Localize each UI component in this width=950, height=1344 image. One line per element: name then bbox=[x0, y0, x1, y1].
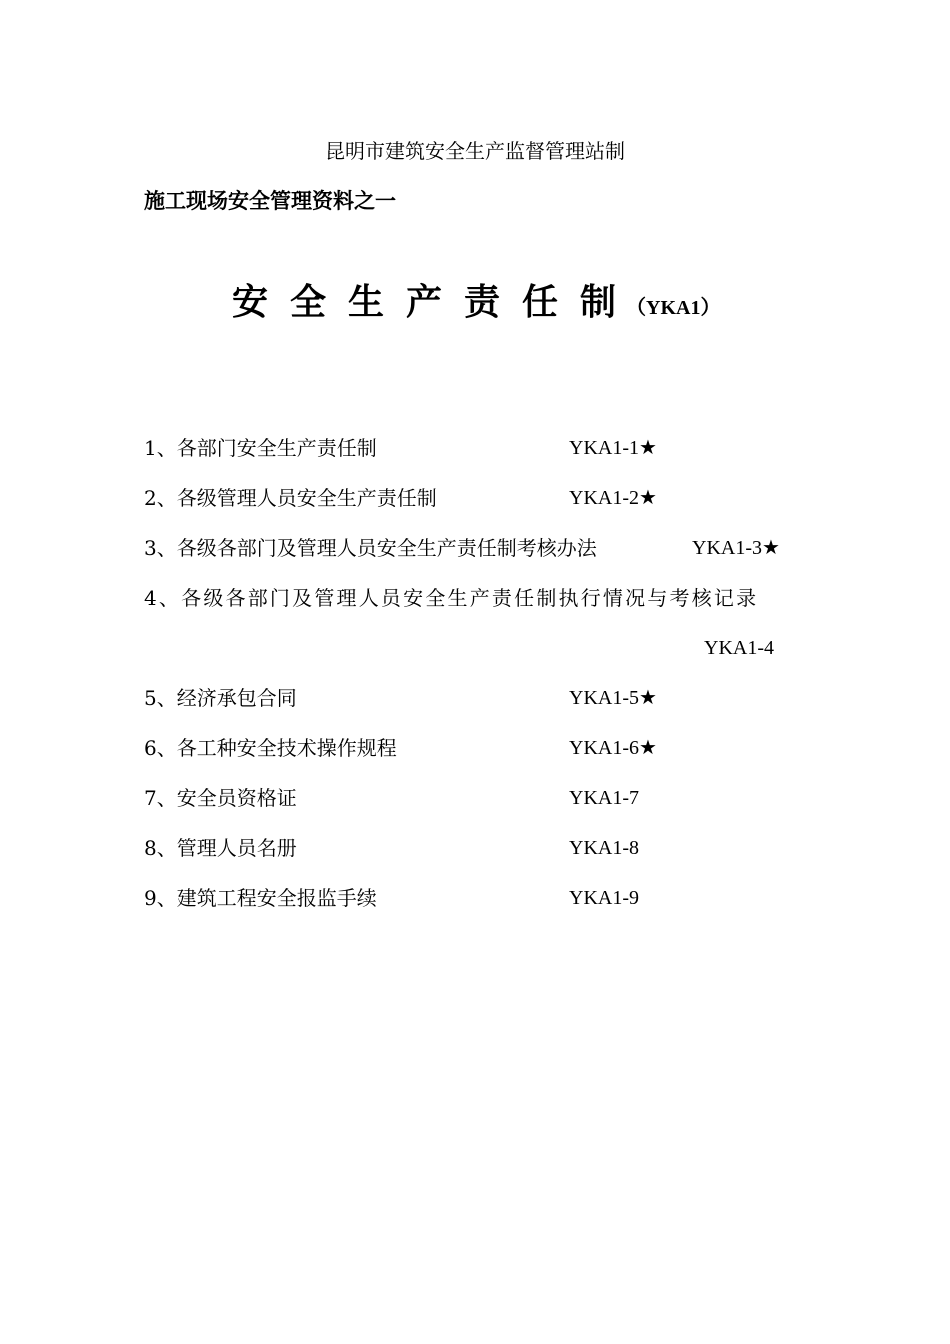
toc-item-9 bbox=[144, 883, 844, 933]
issuer-line: 昆明市建筑安全生产监督管理站制 bbox=[325, 139, 625, 163]
document-title bbox=[232, 278, 720, 333]
toc-item-3 bbox=[144, 533, 844, 583]
toc-item-2 bbox=[144, 483, 844, 533]
document-subtitle: 施工现场安全管理资料之一 bbox=[144, 188, 396, 213]
toc-item-label: 7、安全员资格证 bbox=[144, 786, 297, 810]
toc-item-code: YKA1-5★ bbox=[569, 687, 657, 709]
title-text: 安全生产责任制 bbox=[232, 281, 639, 323]
toc-item-label: 3、各级各部门及管理人员安全生产责任制考核办法 bbox=[144, 536, 597, 560]
toc-item-4 bbox=[144, 583, 844, 683]
toc-item-label: 5、经济承包合同 bbox=[144, 686, 297, 710]
toc-item-6 bbox=[144, 733, 844, 783]
toc-item-label: 9、建筑工程安全报监手续 bbox=[144, 886, 377, 910]
toc-item-7 bbox=[144, 783, 844, 833]
toc-item-code: YKA1-4 bbox=[704, 637, 774, 659]
toc-item-1 bbox=[144, 433, 844, 483]
toc-item-code: YKA1-7 bbox=[569, 787, 639, 809]
toc-item-5 bbox=[144, 683, 844, 733]
toc-item-label: 4、各级各部门及管理人员安全生产责任制执行情况与考核记录 bbox=[144, 586, 759, 610]
toc-item-code: YKA1-9 bbox=[569, 887, 639, 909]
toc-item-code: YKA1-8 bbox=[569, 837, 639, 859]
toc-item-label: 8、管理人员名册 bbox=[144, 836, 297, 860]
toc-item-label: 1、各部门安全生产责任制 bbox=[144, 436, 377, 460]
title-code: （YKA1） bbox=[626, 297, 721, 319]
toc-item-code: YKA1-6★ bbox=[569, 737, 657, 759]
toc-item-label: 2、各级管理人员安全生产责任制 bbox=[144, 486, 437, 510]
toc-item-8 bbox=[144, 833, 844, 883]
toc-item-label: 6、各工种安全技术操作规程 bbox=[144, 736, 397, 760]
toc-item-code: YKA1-2★ bbox=[569, 487, 657, 509]
table-of-contents bbox=[144, 433, 844, 933]
toc-item-code: YKA1-3★ bbox=[692, 537, 780, 559]
toc-item-code: YKA1-1★ bbox=[569, 437, 657, 459]
